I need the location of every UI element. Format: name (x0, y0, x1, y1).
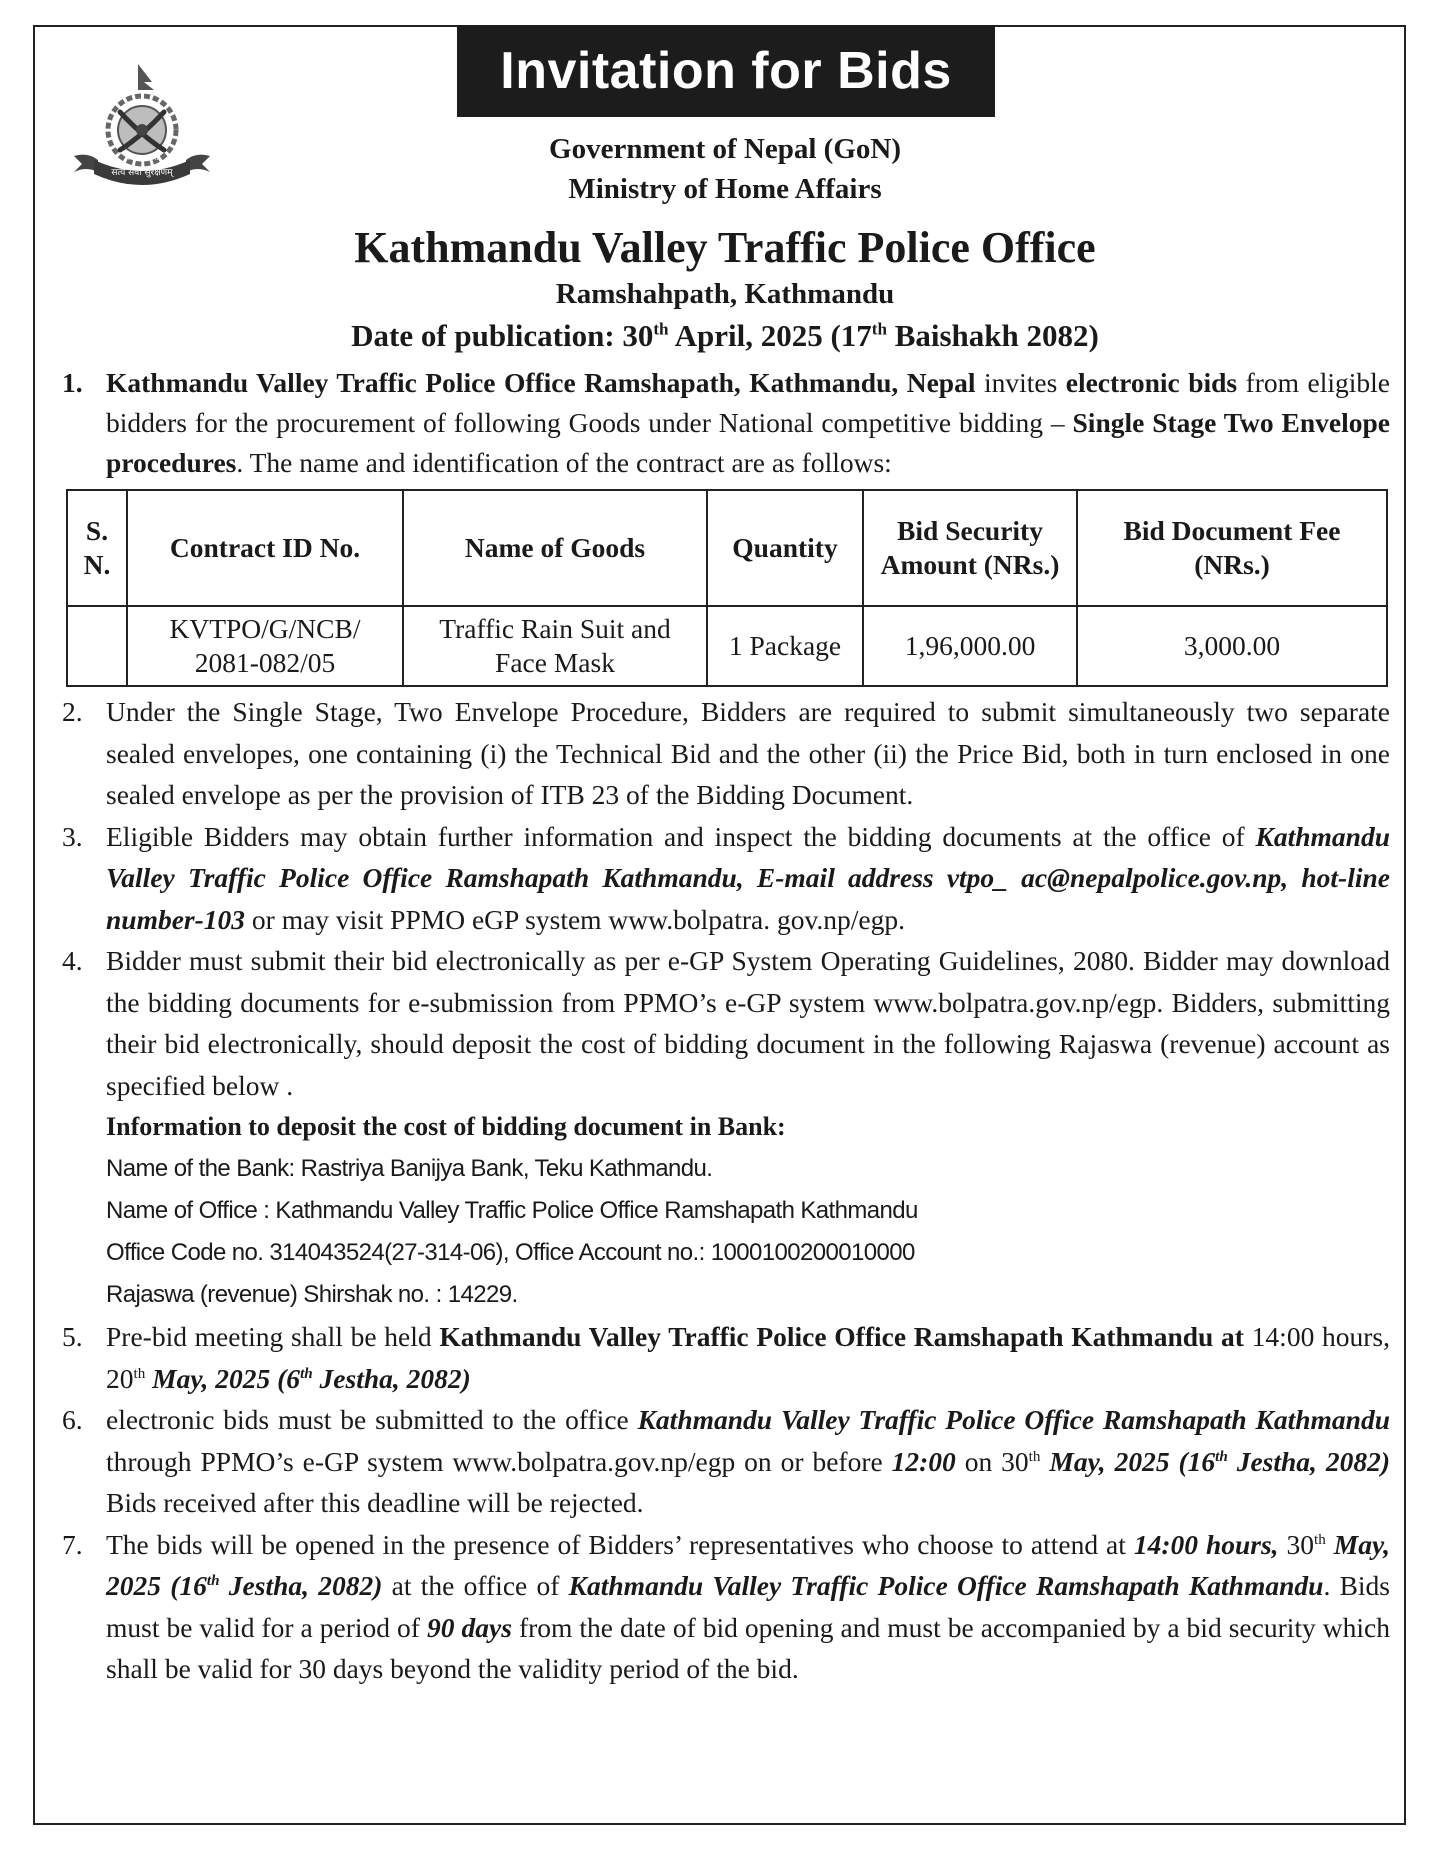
notice-body (62, 363, 1390, 1690)
clause-number: 3. (62, 820, 83, 852)
clause-5: 5. Pre-bid meeting shall be held Kathmandu Valley Traffic Police Office Ramshapath Kathmandu at 14:00 hours, 20th May, 2025 (6th Jestha, 2082) (62, 1316, 1390, 1399)
contract-table (66, 489, 1388, 687)
col-quantity: Quantity (707, 490, 863, 606)
clause-number: 7. (62, 1528, 83, 1560)
cell-bid-security: 1,96,000.00 (863, 606, 1077, 686)
table-header-row (67, 490, 1387, 606)
office-address: Ramshahpath, Kathmandu (555, 278, 895, 310)
clause-3: 3. Eligible Bidders may obtain further information and inspect the bidding documents at the office of Kathmandu Valley Traffic Police Office Ramshapath Kathmandu, E-mail address vtpo_ ac@nepalpolice.gov.np, hot-line number-103 or may visit PPMO eGP system www.bolpatra. gov.np/egp. (62, 816, 1390, 941)
publication-date: Date of publication: 30th April, 2025 (17th Baishakh 2082) (351, 318, 1099, 353)
cell-doc-fee: 3,000.00 (1077, 606, 1387, 686)
col-bid-security: Bid Security Amount (NRs.) (863, 490, 1077, 606)
cell-goods: Traffic Rain Suit and Face Mask (403, 606, 707, 686)
bank-info (62, 1106, 1390, 1316)
bank-info-heading: Information to deposit the cost of bidding document in Bank: (106, 1112, 786, 1141)
cell-sn (67, 606, 127, 686)
col-sn: S. N. (67, 490, 127, 606)
bank-name: Name of the Bank: Rastriya Banijya Bank, Teku Kathmandu. (106, 1155, 713, 1182)
clause-number: 4. (62, 945, 83, 976)
col-goods: Name of Goods (403, 490, 707, 606)
clause-number: 2. (62, 696, 83, 727)
clause-7: 7. The bids will be opened in the presence of Bidders’ representatives who choose to attend at 14:00 hours, 30th May, 2025 (16th Jestha, 2082) at the office of Kathmandu Valley Traffic Police Office Ramshapath Kathmandu. Bids must be valid for a period of 90 days from the date of bid opening and must be accompanied by a bid security which shall be valid for 30 days beyond the validity period of the bid. (62, 1524, 1390, 1690)
col-doc-fee: Bid Document Fee (NRs.) (1077, 490, 1387, 606)
ministry-name: Ministry of Home Affairs (568, 173, 882, 205)
clause-1: 1. Kathmandu Valley Traffic Police Office Ramshapath, Kathmandu, Nepal invites electronic bids from eligible bidders for the procurement of following Goods under National competitive bidding – Single Stage Two Envelope procedures. The name and identification of the contract are as follows: (62, 363, 1390, 483)
clause-number: 1. (62, 367, 83, 398)
emblem-motto: सत्य सेवा सुरक्षणम् (111, 168, 173, 178)
office-name: Kathmandu Valley Traffic Police Office (354, 223, 1096, 272)
emblem-label: नेपाल प्रहरी (125, 153, 159, 162)
cell-quantity: 1 Package (707, 606, 863, 686)
bank-revenue-code: Rajaswa (revenue) Shirshak no. : 14229. (106, 1281, 518, 1308)
bank-office-name: Name of Office : Kathmandu Valley Traffic Police Office Ramshapath Kathmandu (106, 1197, 918, 1224)
government-name: Government of Nepal (GoN) (549, 133, 901, 165)
clause-6: 6. electronic bids must be submitted to the office Kathmandu Valley Traffic Police Office Ramshapath Kathmandu through PPMO’s e-GP system www.bolpatra.gov.np/egp on or before 12:00 on 30th May, 2025 (16th Jestha, 2082) Bids received after this deadline will be rejected. (62, 1399, 1390, 1524)
col-contract-id: Contract ID No. (127, 490, 403, 606)
bank-office-code: Office Code no. 314043524(27-314-06), Office Account no.: 1000100200010000 (106, 1239, 915, 1266)
cell-contract-id: KVTPO/G/NCB/ 2081-082/05 (127, 606, 403, 686)
table-row (67, 606, 1387, 686)
clause-4: 4. Bidder must submit their bid electronically as per e-GP System Operating Guidelines, 2080. Bidder may download the bidding documents for e-submission from PPMO’s e-GP system www.bolpatra.gov.np/egp. Bidders, submitting their bid electronically, should deposit the cost of bidding document in the following Rajaswa (revenue) account as specified below . (62, 940, 1390, 1106)
clause-number: 5. (62, 1321, 83, 1352)
nepal-police-emblem-icon (68, 60, 216, 200)
page-title: Invitation for Bids (457, 25, 995, 117)
clause-2: 2. Under the Single Stage, Two Envelope Procedure, Bidders are required to submit simultaneously two separate sealed envelopes, one containing (i) the Technical Bid and the other (ii) the Price Bid, both in turn enclosed in one sealed envelope as per the provision of ITB 23 of the Bidding Document. (62, 691, 1390, 816)
clause-number: 6. (62, 1404, 83, 1435)
